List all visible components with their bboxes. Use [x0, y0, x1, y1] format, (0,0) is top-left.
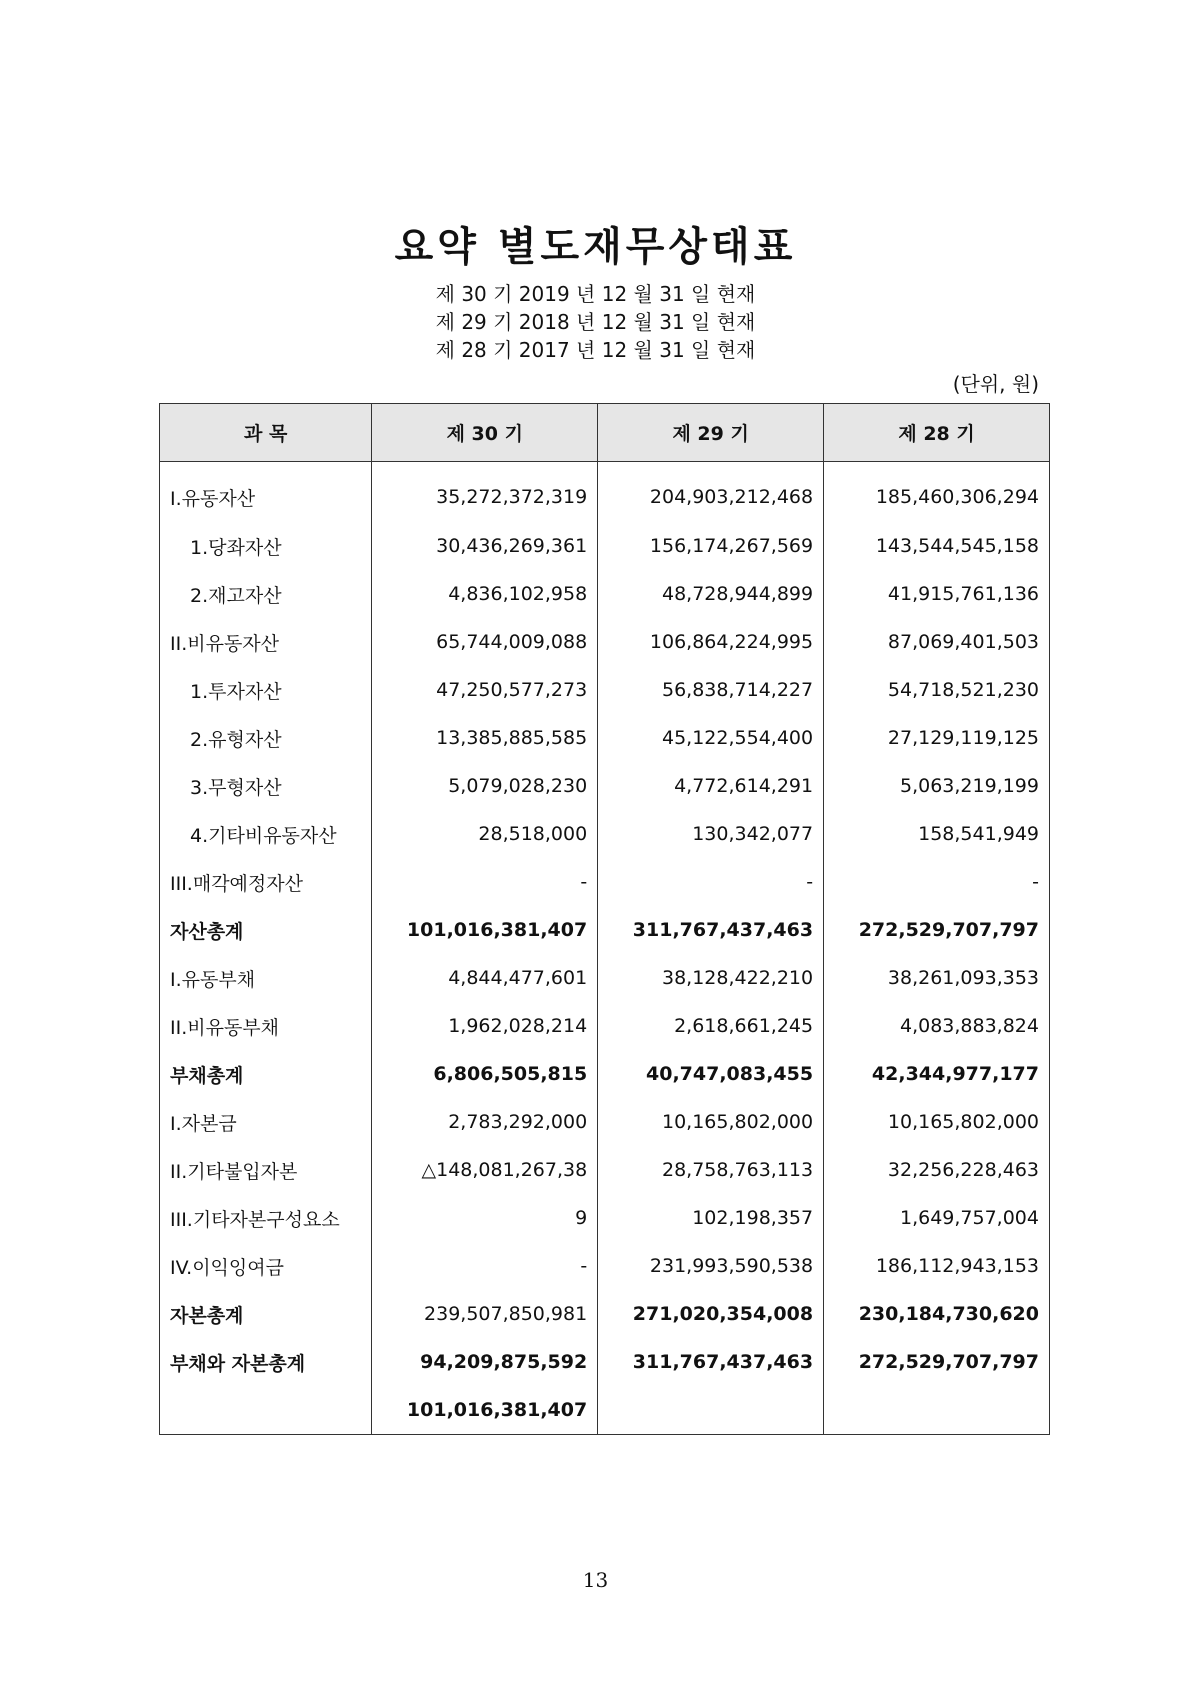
value-30: △148,081,267,38 — [372, 1146, 598, 1194]
table-row — [160, 462, 1050, 523]
value-29: 311,767,437,463 — [598, 1338, 824, 1386]
value-28: 158,541,949 — [824, 810, 1050, 858]
value-28: 27,129,119,125 — [824, 714, 1050, 762]
row-label: II.기타불입자본 — [160, 1146, 372, 1194]
value-28: 54,718,521,230 — [824, 666, 1050, 714]
row-label: 부채총계 — [160, 1050, 372, 1098]
value-30: - — [372, 858, 598, 906]
value-28: 143,544,545,158 — [824, 522, 1050, 570]
value-28: 42,344,977,177 — [824, 1050, 1050, 1098]
header-period-29: 제 29 기 — [598, 404, 824, 462]
table-header-row — [160, 404, 1050, 462]
table-row — [160, 762, 1050, 810]
row-label: II.비유동자산 — [160, 618, 372, 666]
total-row-assets — [160, 906, 1050, 954]
value-28: 38,261,093,353 — [824, 954, 1050, 1002]
value-28: 87,069,401,503 — [824, 618, 1050, 666]
period-line-28: 제 28 기 2017 년 12 월 31 일 현재 — [435, 338, 756, 362]
value-29: 2,618,661,245 — [598, 1002, 824, 1050]
row-label: 4.기타비유동자산 — [160, 810, 372, 858]
value-30: 101,016,381,407 — [372, 906, 598, 954]
value-29: 45,122,554,400 — [598, 714, 824, 762]
table-row — [160, 570, 1050, 618]
table-row — [160, 714, 1050, 762]
value-29: 102,198,357 — [598, 1194, 824, 1242]
value-29: 40,747,083,455 — [598, 1050, 824, 1098]
value-30: 4,844,477,601 — [372, 954, 598, 1002]
value-28: 1,649,757,004 — [824, 1194, 1050, 1242]
row-label: III.기타자본구성요소 — [160, 1194, 372, 1242]
row-label: 자산총계 — [160, 906, 372, 954]
value-29: 311,767,437,463 — [598, 906, 824, 954]
table-row — [160, 858, 1050, 906]
value-28: 41,915,761,136 — [824, 570, 1050, 618]
balance-sheet-table — [159, 403, 1050, 1435]
value-29: 231,993,590,538 — [598, 1242, 824, 1290]
period-lines — [0, 280, 1191, 364]
value-28: 230,184,730,620 — [824, 1290, 1050, 1338]
value-29: 130,342,077 — [598, 810, 824, 858]
table-row — [160, 666, 1050, 714]
row-label: III.매각예정자산 — [160, 858, 372, 906]
row-label: 1.당좌자산 — [160, 522, 372, 570]
value-30: 9 — [372, 1194, 598, 1242]
value-28: 10,165,802,000 — [824, 1098, 1050, 1146]
value-28: 4,083,883,824 — [824, 1002, 1050, 1050]
value-28: 5,063,219,199 — [824, 762, 1050, 810]
row-label: 자본총계 — [160, 1290, 372, 1338]
row-label: I.유동부채 — [160, 954, 372, 1002]
value-30: 239,507,850,981 — [372, 1290, 598, 1338]
value-29: 56,838,714,227 — [598, 666, 824, 714]
table-row — [160, 954, 1050, 1002]
table-row — [160, 1098, 1050, 1146]
value-28 — [824, 1386, 1050, 1435]
row-label — [160, 1386, 372, 1435]
value-29: 4,772,614,291 — [598, 762, 824, 810]
value-30: 6,806,505,815 — [372, 1050, 598, 1098]
value-30: 1,962,028,214 — [372, 1002, 598, 1050]
period-line-29: 제 29 기 2018 년 12 월 31 일 현재 — [435, 310, 756, 334]
value-30: 2,783,292,000 — [372, 1098, 598, 1146]
row-label: II.비유동부채 — [160, 1002, 372, 1050]
row-label: 2.유형자산 — [160, 714, 372, 762]
header-account: 과 목 — [160, 404, 372, 462]
header-period-30: 제 30 기 — [372, 404, 598, 462]
table-row — [160, 1242, 1050, 1290]
value-29: 48,728,944,899 — [598, 570, 824, 618]
table-row — [160, 618, 1050, 666]
value-29: 38,128,422,210 — [598, 954, 824, 1002]
value-29: 156,174,267,569 — [598, 522, 824, 570]
value-30: 35,272,372,319 — [372, 462, 598, 523]
row-label: I.자본금 — [160, 1098, 372, 1146]
document-title: 요약 별도재무상태표 — [394, 224, 797, 270]
period-line-30: 제 30 기 2019 년 12 월 31 일 현재 — [435, 282, 756, 306]
table-row-continuation — [160, 1386, 1050, 1435]
row-label: I.유동자산 — [160, 462, 372, 523]
value-29: 10,165,802,000 — [598, 1098, 824, 1146]
value-30: 4,836,102,958 — [372, 570, 598, 618]
value-30: 5,079,028,230 — [372, 762, 598, 810]
total-row-liabilities-equity — [160, 1338, 1050, 1386]
row-label: 3.무형자산 — [160, 762, 372, 810]
value-30: 101,016,381,407 — [372, 1386, 598, 1435]
row-label: IV.이익잉여금 — [160, 1242, 372, 1290]
table-row — [160, 522, 1050, 570]
value-30: 94,209,875,592 — [372, 1338, 598, 1386]
header-period-28: 제 28 기 — [824, 404, 1050, 462]
value-28: 32,256,228,463 — [824, 1146, 1050, 1194]
table-row — [160, 810, 1050, 858]
value-29: 106,864,224,995 — [598, 618, 824, 666]
table-row — [160, 1146, 1050, 1194]
table-row — [160, 1194, 1050, 1242]
value-30: 13,385,885,585 — [372, 714, 598, 762]
value-30: 65,744,009,088 — [372, 618, 598, 666]
value-30: 47,250,577,273 — [372, 666, 598, 714]
value-29: - — [598, 858, 824, 906]
value-28: - — [824, 858, 1050, 906]
value-30: 30,436,269,361 — [372, 522, 598, 570]
value-29: 28,758,763,113 — [598, 1146, 824, 1194]
value-29 — [598, 1386, 824, 1435]
value-28: 272,529,707,797 — [824, 906, 1050, 954]
value-28: 186,112,943,153 — [824, 1242, 1050, 1290]
total-row-equity — [160, 1290, 1050, 1338]
total-row-liabilities — [160, 1050, 1050, 1098]
row-label: 부채와 자본총계 — [160, 1338, 372, 1386]
unit-label: (단위, 원) — [952, 372, 1039, 396]
table-row — [160, 1002, 1050, 1050]
page-number: 13 — [582, 1568, 609, 1592]
value-28: 272,529,707,797 — [824, 1338, 1050, 1386]
value-30: 28,518,000 — [372, 810, 598, 858]
value-29: 204,903,212,468 — [598, 462, 824, 523]
value-28: 185,460,306,294 — [824, 462, 1050, 523]
row-label: 1.투자자산 — [160, 666, 372, 714]
value-29: 271,020,354,008 — [598, 1290, 824, 1338]
value-30: - — [372, 1242, 598, 1290]
row-label: 2.재고자산 — [160, 570, 372, 618]
